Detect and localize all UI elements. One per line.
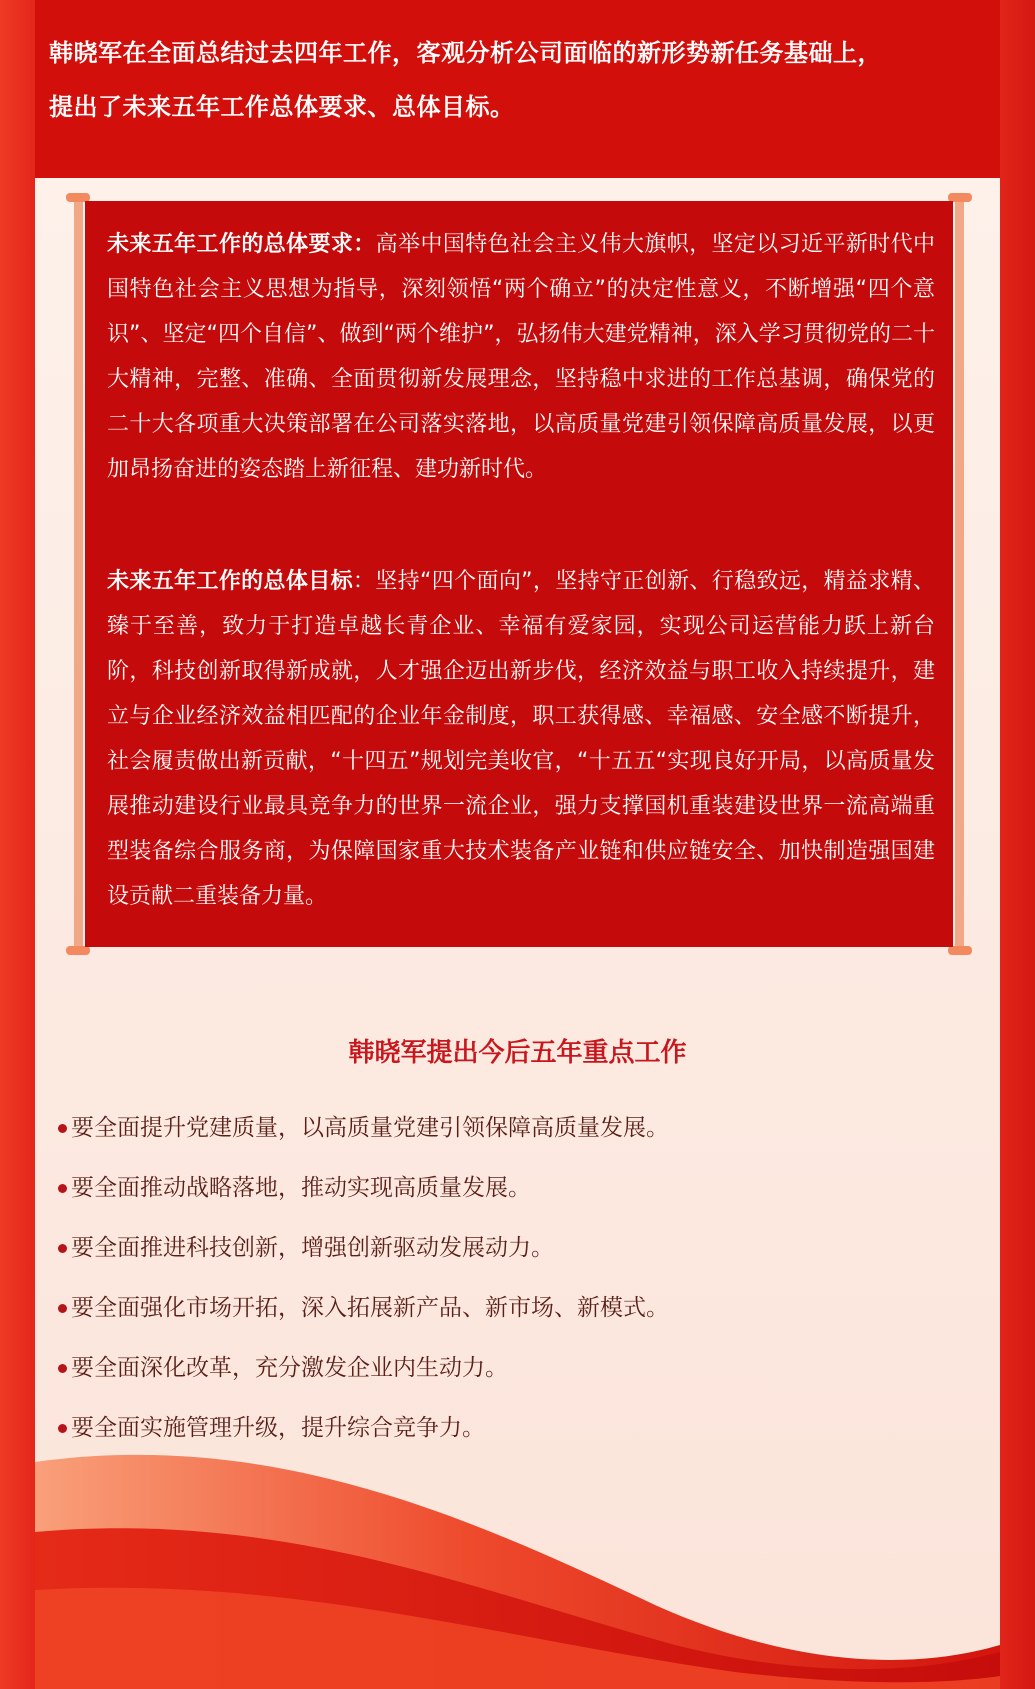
bullet-dot-icon xyxy=(58,1244,67,1253)
intro-line-1: 韩晓军在全面总结过去四年工作，客观分析公司面临的新形势新任务基础上， xyxy=(49,39,882,67)
bullet-dot-icon xyxy=(58,1124,67,1133)
list-item-text: 要全面强化市场开拓，深入拓展新产品、新市场、新模式。 xyxy=(71,1295,669,1321)
focus-list xyxy=(58,1098,669,1458)
goals-lead: 未来五年工作的总体目标 xyxy=(107,569,353,594)
intro-text xyxy=(49,26,989,134)
focus-section-title: 韩晓军提出今后五年重点工作 xyxy=(348,1038,687,1068)
list-item-text: 要全面推进科技创新，增强创新驱动发展动力。 xyxy=(71,1235,554,1261)
scroll-cap xyxy=(948,946,972,955)
list-item-text: 要全面推动战略落地，推动实现高质量发展。 xyxy=(71,1175,531,1201)
bullet-dot-icon xyxy=(58,1364,67,1373)
list-item xyxy=(58,1158,669,1218)
frame-right-edge xyxy=(1000,0,1035,1689)
frame-left-edge xyxy=(0,0,35,1689)
red-ribbon-wave-decoration xyxy=(35,1440,1000,1689)
list-item-text: 要全面提升党建质量，以高质量党建引领保障高质量发展。 xyxy=(71,1115,669,1141)
scroll-cap xyxy=(66,946,90,955)
list-item xyxy=(58,1218,669,1278)
bullet-dot-icon xyxy=(58,1304,67,1313)
goals-text: ：坚持“四个面向”，坚持守正创新、行稳致远，精益求精、臻于至善，致力于打造卓越长青企业、幸福有爱家园，实现公司运营能力跃上新台阶，科技创新取得新成就，人才强企迈出新步伐，经济效益与职工收入持续提升，建立与企业经济效益相匹配的企业年金制度，职工获得感、幸福感、安全感不断提升，社会履责做出新贡献，“十四五”规划完美收官，“十五五“实现良好开局，以高质量发展推动建设行业最具竞争力的世界一流企业，强力支撑国机重装建设世界一流高端重型装备综合服务商，为保障国家重大技术装备产业链和供应链安全、加快制造强国建设贡献二重装备力量。 xyxy=(107,569,935,909)
scroll-rod-right xyxy=(955,193,964,955)
list-item-text: 要全面深化改革，充分激发企业内生动力。 xyxy=(71,1355,508,1381)
list-item xyxy=(58,1098,669,1158)
bullet-dot-icon xyxy=(58,1424,67,1433)
intro-line-2: 提出了未来五年工作总体要求、总体目标。 xyxy=(49,93,515,121)
list-item xyxy=(58,1338,669,1398)
list-item-text: 要全面实施管理升级，提升综合竞争力。 xyxy=(71,1415,485,1441)
goals-panel xyxy=(85,201,953,947)
requirements-lead: 未来五年工作的总体要求： xyxy=(107,232,376,257)
intro-band xyxy=(35,0,1000,178)
bullet-dot-icon xyxy=(58,1184,67,1193)
requirements-paragraph xyxy=(107,222,935,492)
requirements-text: 高举中国特色社会主义伟大旗帜，坚定以习近平新时代中国特色社会主义思想为指导，深刻领悟“两个确立”的决定性意义，不断增强“四个意识”、坚定“四个自信”、做到“两个维护”，弘扬伟大建党精神，深入学习贯彻党的二十大精神，完整、准确、全面贯彻新发展理念，坚持稳中求进的工作总基调，确保党的二十大各项重大决策部署在公司落实落地，以高质量党建引领保障高质量发展，以更加昂扬奋进的姿态踏上新征程、建功新时代。 xyxy=(107,232,935,482)
scroll-rod-left xyxy=(74,193,83,955)
scroll-box xyxy=(64,193,974,955)
goals-paragraph xyxy=(107,559,935,919)
list-item xyxy=(58,1278,669,1338)
